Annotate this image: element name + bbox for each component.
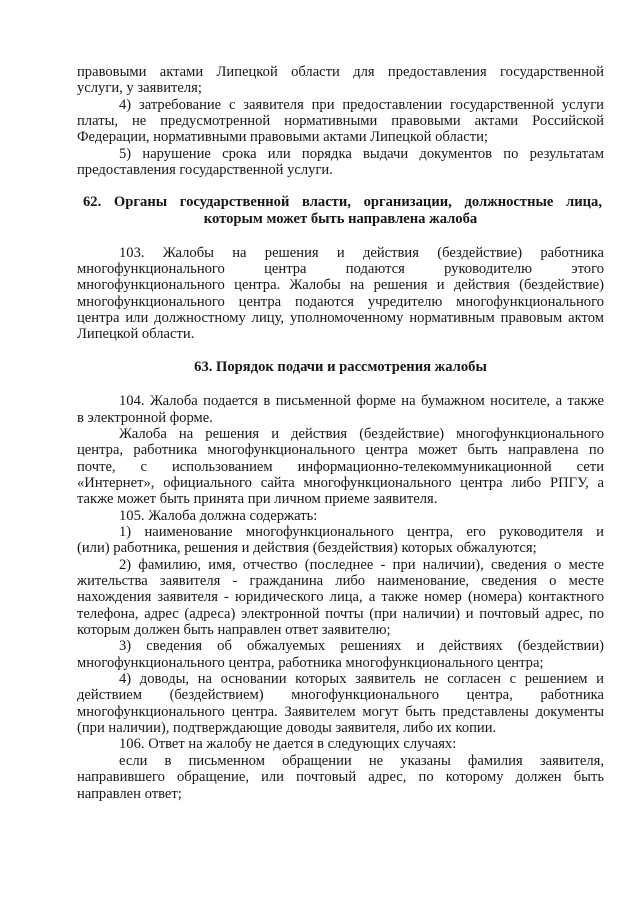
section-heading-62-cont: которым может быть направлена жалоба (203, 211, 478, 227)
list-item-4: 4) затребование с заявителя при предоставлении государственной услуги (119, 96, 604, 113)
text-line: телефона, адрес (адреса) электронной почты (при наличии) и почтовый адрес, по (77, 605, 604, 622)
list-item-1: 1) наименование многофункционального центра, его руководителя и (119, 524, 604, 540)
text-line: которым должен быть направлен ответ заявителю; (77, 622, 391, 639)
text-line: центра или должностному лицу, уполномоченному нормативным правовым актом (77, 309, 604, 326)
text-line: правовыми актами Липецкой области для предоставления государственной (77, 64, 604, 80)
paragraph-103: 103. Жалобы на решения и действия (бездействие) работника (119, 244, 604, 261)
text-line: (при наличии), подтверждающие доводы заявителя, либо их копии. (77, 720, 497, 737)
paragraph-106: 106. Ответ на жалобу не дается в следующих случаях: (119, 736, 457, 753)
paragraph-105: 105. Жалоба должна содержать: (119, 507, 318, 524)
text-line: Липецкой области. (77, 326, 195, 343)
text-line: платы, не предусмотренной нормативными правовыми актами Российской (77, 113, 604, 130)
section-heading-62: 62. Органы государственной власти, организации, должностные лица, (83, 194, 602, 211)
text-line: «Интернет», официального сайта многофункционального центра либо РПГУ, а (77, 474, 604, 491)
text-line: Федерации, нормативными правовыми актами Липецкой области; (77, 129, 488, 146)
text-line: в электронной форме. (77, 409, 213, 426)
text-line: многофункционального центра подаются руководителю этого (77, 260, 604, 277)
text-line: почте, с использованием информационно-телекоммуникационной сети (77, 458, 604, 475)
text-line: центра, работника многофункционального центра может быть направлена по (77, 442, 604, 459)
text-line: направившего обращение, или почтовый адрес, по которому должен быть (77, 769, 604, 786)
text-line: многофункционального центра, работника многофункционального центра; (77, 654, 544, 671)
list-item-3: 3) сведения об обжалуемых решениях и действиях (бездействии) (119, 638, 604, 655)
document-page (77, 64, 604, 802)
text-line: если в письменном обращении не указаны фамилия заявителя, (119, 752, 604, 769)
text-line: многофункционального центра. Заявителем могут быть представлены документы (77, 703, 604, 720)
text-line: Жалоба на решения и действия (бездействие) многофункционального (119, 425, 604, 442)
list-item-2: 2) фамилию, имя, отчество (последнее - при наличии), сведения о месте (119, 556, 604, 573)
text-line: также может быть принята при личном приеме заявителя. (77, 491, 438, 508)
text-line: нахождения заявителя - юридического лица, а также номер (номера) контактного (77, 589, 604, 606)
text-line: предоставления государственной услуги. (77, 162, 333, 179)
section-heading-63: 63. Порядок подачи и рассмотрения жалобы (194, 358, 487, 375)
text-line: многофункционального центра подаются учредителю многофункционального (77, 293, 604, 310)
text-line: услуги, у заявителя; (77, 80, 202, 97)
text-line: действием (бездействием) многофункционального центра, работника (77, 687, 604, 704)
text-line: многофункционального центра. Жалобы на решения и действия (бездействие) (77, 277, 604, 294)
list-item-4b: 4) доводы, на основании которых заявитель не согласен с решением и (119, 671, 604, 688)
text-line: жительства заявителя - гражданина либо наименование, сведения о месте (77, 573, 604, 590)
list-item-5: 5) нарушение срока или порядка выдачи документов по результатам (119, 145, 604, 162)
text-line: (или) работника, решения и действия (бездействия) которых обжалуются; (77, 540, 537, 557)
paragraph-104: 104. Жалоба подается в письменной форме на бумажном носителе, а также (119, 393, 604, 410)
text-line: направлен ответ; (77, 785, 182, 802)
